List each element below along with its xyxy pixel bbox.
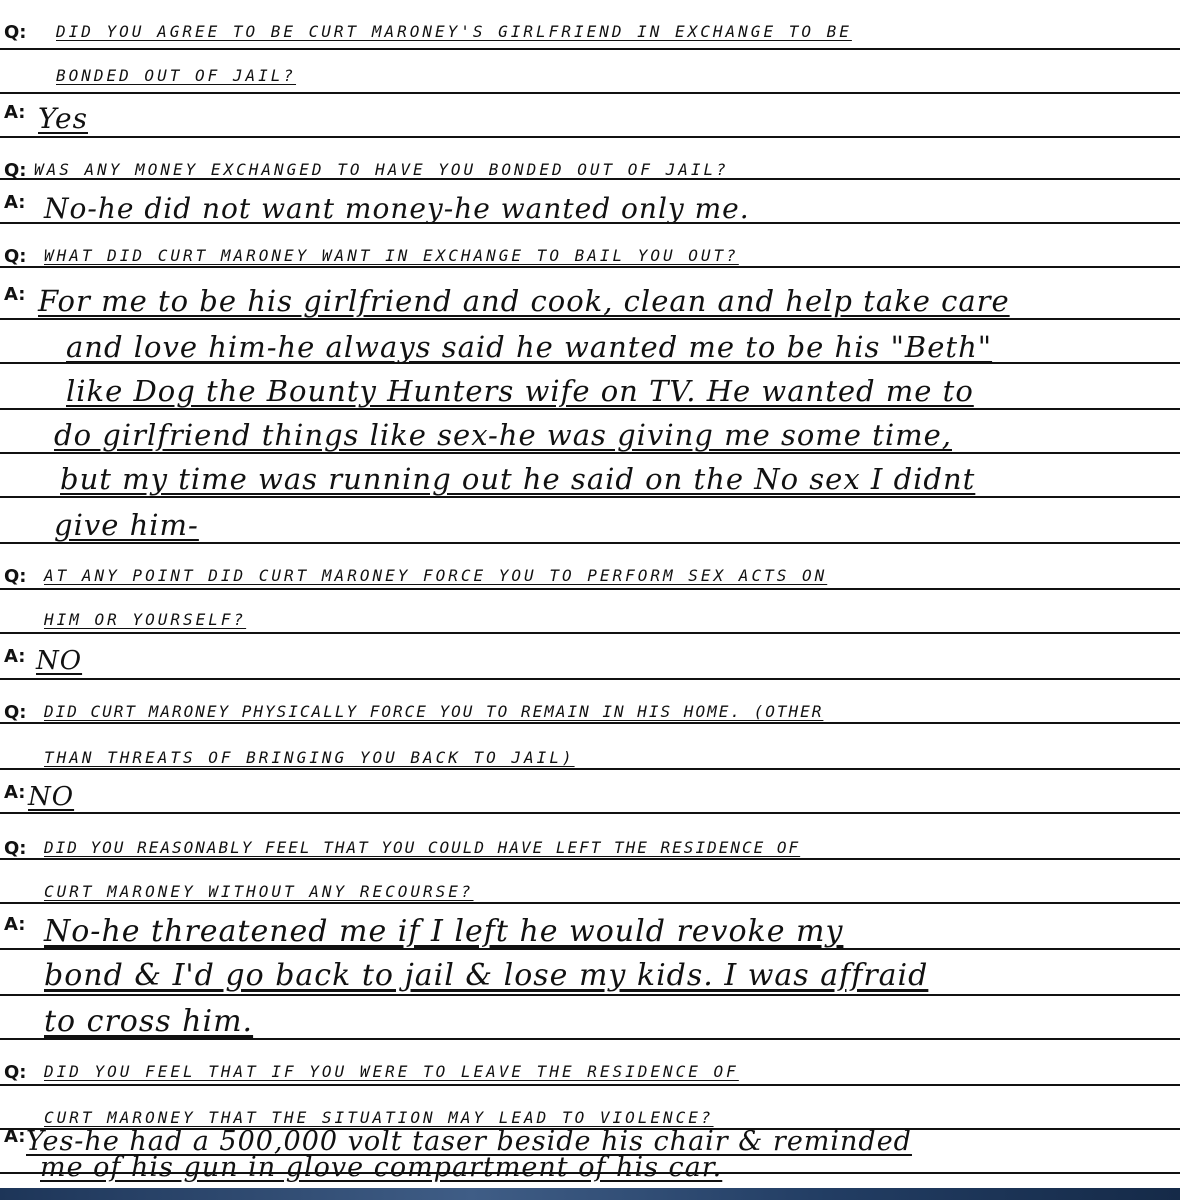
line-marker: A: [4,192,26,213]
ruled-line [0,812,1180,814]
ruled-line [0,318,1180,320]
ruled-line [0,902,1180,904]
ruled-line [0,452,1180,454]
ruled-line [0,768,1180,770]
line-marker: Q: [4,566,27,587]
ruled-line [0,92,1180,94]
answer-text: to cross him. [44,1004,254,1039]
question-text: CURT MARONEY WITHOUT ANY RECOURSE? [44,882,474,901]
answer-text: bond & I'd go back to jail & lose my kids. I was affraid [44,958,929,993]
answer-text: NO [28,782,75,812]
question-text: BONDED OUT OF JAIL? [56,66,297,85]
question-text: WHAT DID CURT MARONEY WANT IN EXCHANGE TO BAIL YOU OUT? [44,246,739,265]
line-marker: Q: [4,160,27,181]
ruled-line [0,588,1180,590]
scan-bottom-edge [0,1188,1180,1200]
answer-text: give him- [54,508,199,542]
question-text: DID YOU AGREE TO BE CURT MARONEY'S GIRLFRIEND IN EXCHANGE TO BE [56,22,852,41]
answer-text: and love him-he always said he wanted me to be his "Beth" [66,330,993,364]
answer-text: Yes-he had a 500,000 volt taser beside his chair & reminded [26,1126,912,1157]
ruled-line [0,136,1180,138]
ruled-line [0,48,1180,50]
ruled-line [0,542,1180,544]
answer-text: No-he did not want money-he wanted only me. [44,192,750,225]
question-text: DID YOU FEEL THAT IF YOU WERE TO LEAVE THE RESIDENCE OF [44,1062,739,1081]
ruled-line [0,722,1180,724]
question-text: HIM OR YOURSELF? [44,610,247,629]
line-marker: Q: [4,22,27,43]
answer-text: but my time was running out he said on the No sex I didnt [60,462,976,496]
question-text: DID YOU REASONABLY FEEL THAT YOU COULD HAVE LEFT THE RESIDENCE OF [44,838,801,857]
line-marker: Q: [4,838,27,859]
question-text: WAS ANY MONEY EXCHANGED TO HAVE YOU BONDED OUT OF JAIL? [34,160,729,179]
question-text: DID CURT MARONEY PHYSICALLY FORCE YOU TO REMAIN IN HIS HOME. (OTHER [44,702,824,721]
answer-text: do girlfriend things like sex-he was giving me some time, [54,418,952,452]
line-marker: A: [4,102,26,123]
question-text: THAN THREATS OF BRINGING YOU BACK TO JAIL) [44,748,575,767]
line-marker: A: [4,782,26,803]
ruled-line [0,858,1180,860]
line-marker: Q: [4,1062,27,1083]
line-marker: Q: [4,246,27,267]
line-marker: A: [4,914,26,935]
answer-text: me of his gun in glove compartment of his car. [40,1152,723,1183]
ruled-line [0,632,1180,634]
answer-text: For me to be his girlfriend and cook, clean and help take care [38,284,1010,318]
ruled-line [0,408,1180,410]
answer-text: No-he threatened me if I left he would revoke my [44,914,844,949]
question-text: CURT MARONEY THAT THE SITUATION MAY LEAD TO VIOLENCE? [44,1108,714,1127]
question-text: AT ANY POINT DID CURT MARONEY FORCE YOU TO PERFORM SEX ACTS ON [44,566,828,585]
answer-text: Yes [38,102,88,135]
answer-text: like Dog the Bounty Hunters wife on TV. He wanted me to [66,374,974,408]
ruled-line [0,496,1180,498]
ruled-line [0,994,1180,996]
line-marker: A: [4,646,26,667]
ruled-line [0,678,1180,680]
line-marker: A: [4,284,26,305]
ruled-line [0,266,1180,268]
line-marker: Q: [4,702,27,723]
answer-text: NO [36,646,83,676]
ruled-line [0,1084,1180,1086]
line-marker: A: [4,1126,26,1147]
